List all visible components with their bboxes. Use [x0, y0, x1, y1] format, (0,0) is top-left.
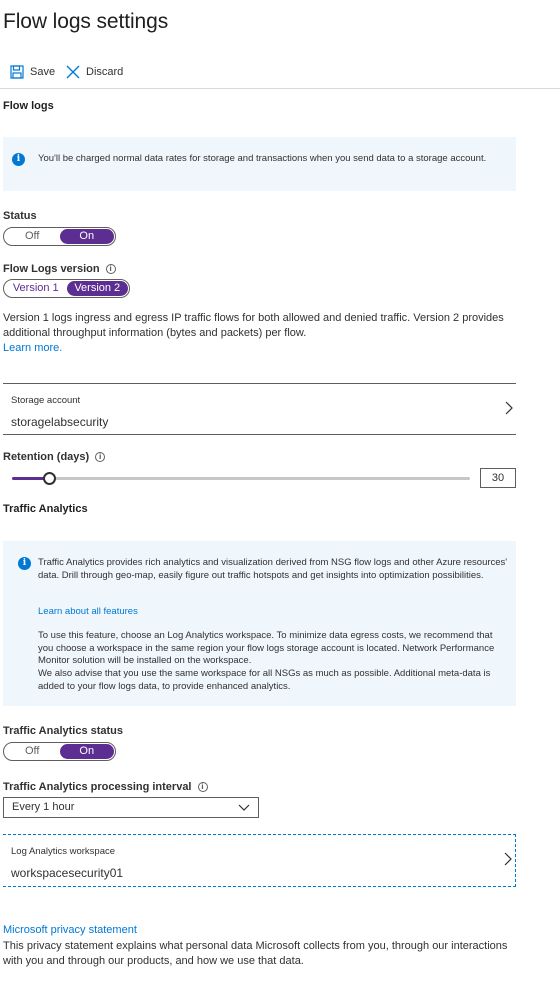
traffic-analytics-heading: Traffic Analytics [3, 503, 88, 515]
processing-interval-value: Every 1 hour [12, 801, 75, 813]
storage-account-label: Storage account [11, 395, 81, 406]
storage-account-picker[interactable] [3, 383, 516, 435]
chevron-right-icon [503, 851, 513, 867]
retention-slider-thumb[interactable] [43, 472, 56, 485]
info-circle-icon[interactable]: i [198, 782, 208, 792]
status-off-option[interactable]: Off [25, 230, 40, 242]
info-icon: i [12, 153, 25, 166]
version-1-option[interactable]: Version 1 [12, 282, 59, 294]
charges-info-text: You'll be charged normal data rates for storage and transactions when you send data to a storage account. [38, 153, 487, 164]
save-button[interactable] [10, 65, 55, 79]
retention-days-input[interactable]: 30 [480, 468, 516, 488]
close-icon [66, 65, 80, 79]
version-2-option[interactable]: Version 2 [67, 281, 129, 296]
processing-interval-label-text: Traffic Analytics processing interval [3, 781, 192, 793]
version-description-text: Version 1 logs ingress and egress IP traffic flows for both allowed and denied traffic. Version 2 provides additional throughput information (bytes and packets) per flow. [3, 312, 504, 339]
discard-label: Discard [86, 66, 124, 78]
ta-status-off-option[interactable]: Off [25, 745, 40, 757]
discard-button[interactable] [66, 65, 123, 79]
privacy-statement-link[interactable]: Microsoft privacy statement [3, 924, 137, 936]
retention-label [3, 451, 105, 463]
flow-logs-version-label [3, 263, 116, 275]
workspace-label: Log Analytics workspace [11, 846, 116, 857]
traffic-analytics-status-label: Traffic Analytics status [3, 725, 124, 737]
log-analytics-workspace-picker[interactable] [3, 834, 516, 887]
status-label: Status [3, 210, 37, 222]
info-icon: i [18, 557, 31, 570]
retention-slider-track[interactable] [12, 477, 470, 480]
workspace-value: workspacesecurity01 [11, 866, 124, 880]
info-circle-icon[interactable]: i [95, 452, 105, 462]
traffic-analytics-info-p2: To use this feature, choose an Log Analytics workspace. To minimize data egress costs, we recommend that you choose a workspace in the same region your flow logs storage account is located. Network Performance Monitor solution will be installed on the workspace. [38, 630, 495, 666]
traffic-analytics-info-p1: Traffic Analytics provides rich analytics and visualization derived from NSG flow logs and other Azure resources' data. Drill through geo-map, easily figure out traffic hotspots and get insights into optimization possibilities. [38, 557, 508, 581]
chevron-right-icon [504, 400, 514, 416]
traffic-analytics-info-p3: We also advise that you use the same workspace for all NSGs as much as possible. Additional meta-data is added to your flow logs data, to provide enhanced analytics. [38, 668, 491, 692]
traffic-analytics-status-toggle[interactable] [3, 742, 116, 761]
privacy-statement-text: This privacy statement explains what personal data Microsoft collects from you, through our interactions with you and through our products, and how we use that data. [3, 940, 508, 967]
info-circle-icon[interactable]: i [106, 264, 116, 274]
storage-account-value: storagelabsecurity [11, 415, 109, 429]
save-icon [10, 65, 24, 79]
retention-label-text: Retention (days) [3, 451, 90, 463]
flow-logs-version-toggle[interactable] [3, 279, 130, 298]
processing-interval-label [3, 781, 208, 793]
charges-info-box [3, 137, 516, 191]
version-description [3, 311, 518, 356]
status-on-option[interactable]: On [60, 229, 115, 244]
page-title: Flow logs settings [3, 10, 169, 33]
learn-about-features-link[interactable]: Learn about all features [38, 606, 138, 617]
traffic-analytics-info-box [3, 541, 516, 706]
processing-interval-dropdown[interactable] [3, 797, 259, 818]
flow-logs-heading: Flow logs [3, 100, 54, 112]
toolbar [0, 60, 560, 89]
chevron-down-icon [238, 804, 250, 812]
learn-more-link[interactable]: Learn more. [3, 342, 63, 354]
flow-logs-status-toggle[interactable] [3, 227, 116, 246]
flow-logs-version-text: Flow Logs version [3, 263, 100, 275]
ta-status-on-option[interactable]: On [60, 744, 115, 759]
save-label: Save [30, 66, 56, 78]
